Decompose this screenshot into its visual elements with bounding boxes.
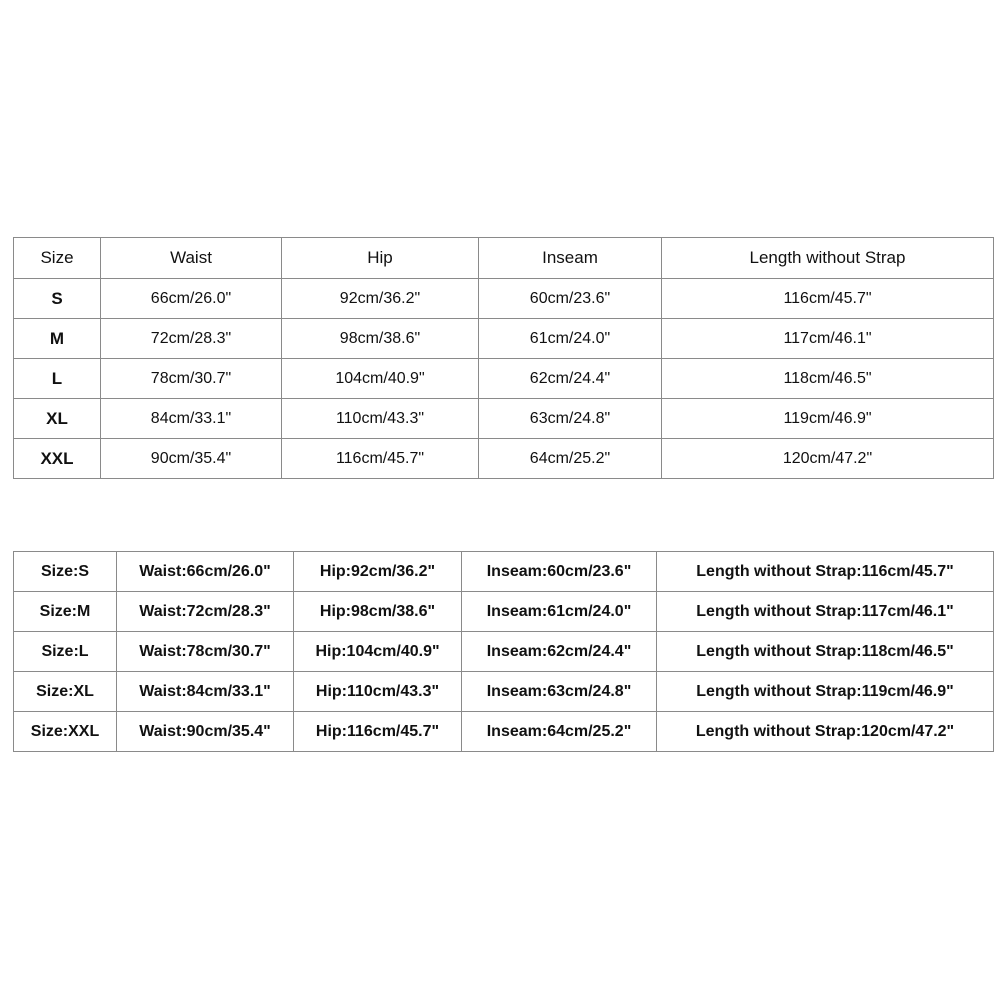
size-cell: Size:XXL: [14, 712, 117, 752]
waist-cell: 84cm/33.1": [101, 399, 282, 439]
header-length: Length without Strap: [662, 238, 994, 279]
hip-cell: 98cm/38.6": [282, 319, 479, 359]
waist-cell: 72cm/28.3": [101, 319, 282, 359]
length-cell: Length without Strap:119cm/46.9": [657, 672, 994, 712]
size-cell: Size:M: [14, 592, 117, 632]
table-row: [14, 439, 994, 479]
length-cell: 120cm/47.2": [662, 439, 994, 479]
size-cell: S: [14, 279, 101, 319]
size-chart-table: [13, 237, 994, 479]
length-cell: Length without Strap:116cm/45.7": [657, 552, 994, 592]
length-cell: 119cm/46.9": [662, 399, 994, 439]
length-cell: Length without Strap:118cm/46.5": [657, 632, 994, 672]
length-cell: 118cm/46.5": [662, 359, 994, 399]
size-cell: Size:L: [14, 632, 117, 672]
size-cell: L: [14, 359, 101, 399]
inseam-cell: 60cm/23.6": [479, 279, 662, 319]
waist-cell: 90cm/35.4": [101, 439, 282, 479]
size-cell: Size:S: [14, 552, 117, 592]
header-waist: Waist: [101, 238, 282, 279]
length-cell: 117cm/46.1": [662, 319, 994, 359]
hip-cell: 92cm/36.2": [282, 279, 479, 319]
hip-cell: Hip:98cm/38.6": [294, 592, 462, 632]
waist-cell: Waist:84cm/33.1": [117, 672, 294, 712]
size-cell: XL: [14, 399, 101, 439]
inseam-cell: Inseam:60cm/23.6": [462, 552, 657, 592]
length-cell: Length without Strap:120cm/47.2": [657, 712, 994, 752]
waist-cell: Waist:78cm/30.7": [117, 632, 294, 672]
waist-cell: Waist:90cm/35.4": [117, 712, 294, 752]
hip-cell: Hip:104cm/40.9": [294, 632, 462, 672]
table-row: [14, 279, 994, 319]
header-inseam: Inseam: [479, 238, 662, 279]
length-cell: Length without Strap:117cm/46.1": [657, 592, 994, 632]
hip-cell: Hip:110cm/43.3": [294, 672, 462, 712]
hip-cell: 104cm/40.9": [282, 359, 479, 399]
hip-cell: 116cm/45.7": [282, 439, 479, 479]
inseam-cell: 64cm/25.2": [479, 439, 662, 479]
table-row: [14, 712, 994, 752]
waist-cell: 78cm/30.7": [101, 359, 282, 399]
table-row: [14, 359, 994, 399]
inseam-cell: 61cm/24.0": [479, 319, 662, 359]
hip-cell: Hip:116cm/45.7": [294, 712, 462, 752]
inseam-cell: Inseam:63cm/24.8": [462, 672, 657, 712]
table-row: [14, 319, 994, 359]
header-row: [14, 238, 994, 279]
inseam-cell: 63cm/24.8": [479, 399, 662, 439]
hip-cell: 110cm/43.3": [282, 399, 479, 439]
length-cell: 116cm/45.7": [662, 279, 994, 319]
waist-cell: 66cm/26.0": [101, 279, 282, 319]
size-cell: Size:XL: [14, 672, 117, 712]
waist-cell: Waist:72cm/28.3": [117, 592, 294, 632]
header-size: Size: [14, 238, 101, 279]
inseam-cell: Inseam:61cm/24.0": [462, 592, 657, 632]
table-row: [14, 592, 994, 632]
size-cell: XXL: [14, 439, 101, 479]
waist-cell: Waist:66cm/26.0": [117, 552, 294, 592]
inseam-cell: 62cm/24.4": [479, 359, 662, 399]
inseam-cell: Inseam:64cm/25.2": [462, 712, 657, 752]
table-row: [14, 672, 994, 712]
size-cell: M: [14, 319, 101, 359]
table-row: [14, 632, 994, 672]
hip-cell: Hip:92cm/36.2": [294, 552, 462, 592]
header-hip: Hip: [282, 238, 479, 279]
table-row: [14, 552, 994, 592]
inseam-cell: Inseam:62cm/24.4": [462, 632, 657, 672]
size-chart-inline-table: [13, 551, 994, 752]
table-row: [14, 399, 994, 439]
